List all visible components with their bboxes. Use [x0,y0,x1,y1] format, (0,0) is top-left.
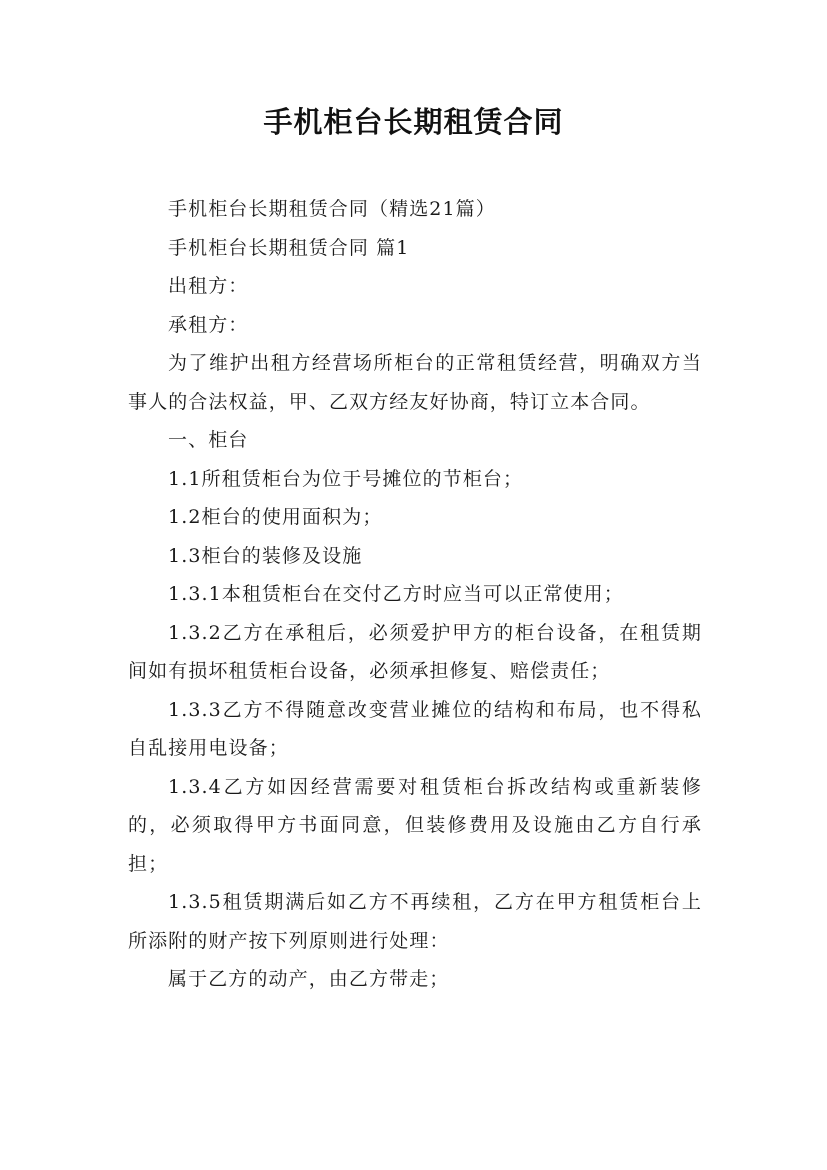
paragraph: 手机柜台长期租赁合同（精选21篇） [168,198,496,220]
paragraph: 承租方： [168,313,249,336]
paragraph: 1.3.4乙方如因经营需要对租赁柜台拆改结构或重新装修的，必须取得甲方书面同意，但装修费用及设施由乙方自行承担； [128,775,702,875]
paragraph: 1.3.1本租赁柜台在交付乙方时应当可以正常使用； [168,583,624,605]
paragraph: 1.2柜台的使用面积为； [168,506,383,528]
paragraph: 1.3.3乙方不得随意改变营业摊位的结构和布局，也不得私自乱接用电设备； [128,698,702,759]
paragraph: 一、柜台 [168,429,249,451]
paragraph: 1.3.2乙方在承租后，必须爱护甲方的柜台设备，在租赁期间如有损坏租赁柜台设备，必须承担修复、赔偿责任； [128,621,702,682]
paragraph: 1.3.5租赁期满后如乙方不再续租，乙方在甲方租赁柜台上所添附的财产按下列原则进行处理： [128,891,702,952]
paragraph: 出租方： [168,275,249,297]
document-title: 手机柜台长期租赁合同 [263,105,564,139]
paragraph: 属于乙方的动产，由乙方带走； [168,968,450,990]
paragraph: 1.3柜台的装修及设施 [168,544,363,567]
document-body [128,190,702,999]
paragraph: 为了维护出租方经营场所柜台的正常租赁经营，明确双方当事人的合法权益，甲、乙双方经友好协商，特订立本合同。 [128,352,702,413]
paragraph: 1.1所租赁柜台为位于号摊位的节柜台； [168,467,524,490]
paragraph: 手机柜台长期租赁合同 篇1 [168,236,410,259]
